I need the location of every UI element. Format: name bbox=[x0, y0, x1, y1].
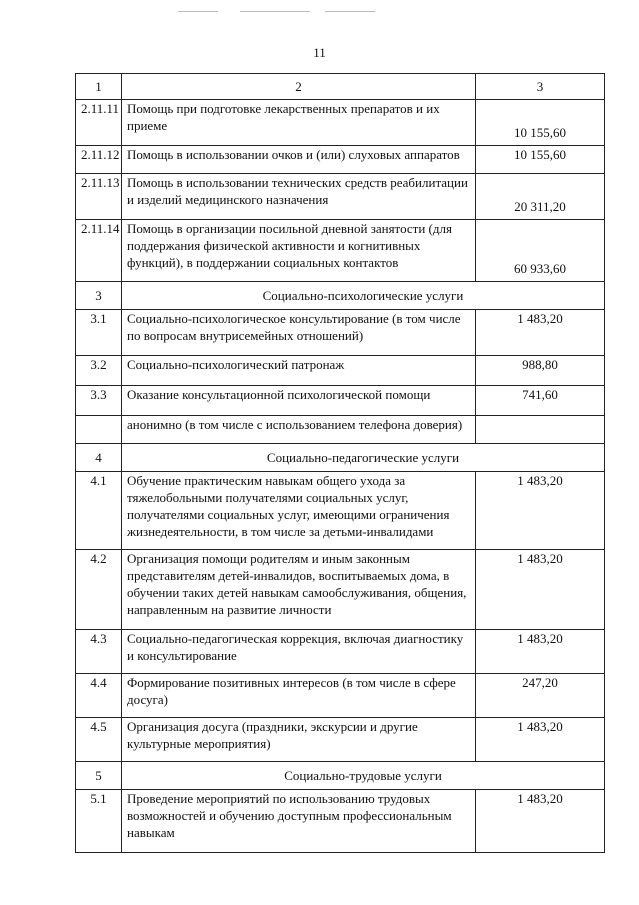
table-row bbox=[76, 310, 605, 356]
row-number: 2.11.13 bbox=[76, 174, 122, 220]
service-description: анонимно (в том числе с использованием телефона доверия) bbox=[122, 416, 476, 444]
table-header-row bbox=[76, 74, 605, 100]
table-row bbox=[76, 472, 605, 550]
row-number: 3.1 bbox=[76, 310, 122, 356]
table-row bbox=[76, 790, 605, 853]
service-price: 1 483,20 bbox=[476, 790, 605, 853]
row-number: 4.2 bbox=[76, 550, 122, 630]
service-price: 1 483,20 bbox=[476, 550, 605, 630]
row-number: 4.4 bbox=[76, 674, 122, 718]
table-row bbox=[76, 674, 605, 718]
row-number: 3.3 bbox=[76, 386, 122, 416]
section-title: Социально-трудовые услуги bbox=[122, 762, 605, 790]
service-description: Помощь в организации посильной дневной занятости (для поддержания физической активности и когнитивных функций), в поддержании социальных контактов bbox=[122, 220, 476, 282]
header-col-1: 1 bbox=[76, 74, 122, 100]
service-price: 988,80 bbox=[476, 356, 605, 386]
section-number: 3 bbox=[76, 282, 122, 310]
table-row bbox=[76, 100, 605, 146]
header-col-3: 3 bbox=[476, 74, 605, 100]
section-number: 4 bbox=[76, 444, 122, 472]
service-price: 1 483,20 bbox=[476, 718, 605, 762]
section-number: 5 bbox=[76, 762, 122, 790]
section-title: Социально-психологические услуги bbox=[122, 282, 605, 310]
table-row bbox=[76, 174, 605, 220]
header-col-2: 2 bbox=[122, 74, 476, 100]
table-row bbox=[76, 220, 605, 282]
page-number: 11 bbox=[313, 45, 326, 60]
table-row bbox=[76, 386, 605, 416]
table-row bbox=[76, 550, 605, 630]
service-price bbox=[476, 416, 605, 444]
table-row bbox=[76, 718, 605, 762]
service-description: Организация помощи родителям и иным законным представителям детей-инвалидов, воспитываемых дома, в обучении таких детей навыкам самообслуживания, общения, направленным на развитие личности bbox=[122, 550, 476, 630]
row-number: 4.5 bbox=[76, 718, 122, 762]
table-row bbox=[76, 416, 605, 444]
service-description: Социально-психологическое консультирование (в том числе по вопросам внутрисемейных отношений) bbox=[122, 310, 476, 356]
service-description: Формирование позитивных интересов (в том числе в сфере досуга) bbox=[122, 674, 476, 718]
section-row bbox=[76, 444, 605, 472]
row-number: 4.1 bbox=[76, 472, 122, 550]
service-description: Обучение практическим навыкам общего ухода за тяжелобольными получателями социальных услуг, получателями социальных услуг, имеющими ограничения жизнедеятельности, в том числе за детьми-инвалидами bbox=[122, 472, 476, 550]
service-price: 60 933,60 bbox=[476, 220, 605, 282]
row-number: 3.2 bbox=[76, 356, 122, 386]
section-row bbox=[76, 762, 605, 790]
row-number: 5.1 bbox=[76, 790, 122, 853]
services-table bbox=[75, 73, 605, 853]
service-description: Помощь в использовании очков и (или) слуховых аппаратов bbox=[122, 146, 476, 174]
section-row bbox=[76, 282, 605, 310]
table-row bbox=[76, 356, 605, 386]
service-price: 1 483,20 bbox=[476, 310, 605, 356]
service-description: Оказание консультационной психологической помощи bbox=[122, 386, 476, 416]
service-price: 247,20 bbox=[476, 674, 605, 718]
service-description: Помощь в использовании технических средств реабилитации и изделий медицинского назначения bbox=[122, 174, 476, 220]
row-number: 2.11.12 bbox=[76, 146, 122, 174]
service-description: Социально-психологический патронаж bbox=[122, 356, 476, 386]
scan-artifact bbox=[178, 11, 218, 12]
service-price: 10 155,60 bbox=[476, 100, 605, 146]
service-description: Организация досуга (праздники, экскурсии и другие культурные мероприятия) bbox=[122, 718, 476, 762]
service-price: 1 483,20 bbox=[476, 630, 605, 674]
service-price: 10 155,60 bbox=[476, 146, 605, 174]
service-description: Социально-педагогическая коррекция, включая диагностику и консультирование bbox=[122, 630, 476, 674]
service-description: Проведение мероприятий по использованию трудовых возможностей и обучению доступным профессиональным навыкам bbox=[122, 790, 476, 853]
table-row bbox=[76, 146, 605, 174]
row-number: 4.3 bbox=[76, 630, 122, 674]
row-number bbox=[76, 416, 122, 444]
service-description: Помощь при подготовке лекарственных препаратов и их приеме bbox=[122, 100, 476, 146]
row-number: 2.11.14 bbox=[76, 220, 122, 282]
row-number: 2.11.11 bbox=[76, 100, 122, 146]
service-price: 20 311,20 bbox=[476, 174, 605, 220]
scan-artifact bbox=[240, 11, 310, 12]
scan-artifact bbox=[325, 11, 375, 12]
service-price: 1 483,20 bbox=[476, 472, 605, 550]
table-row bbox=[76, 630, 605, 674]
service-price: 741,60 bbox=[476, 386, 605, 416]
section-title: Социально-педагогические услуги bbox=[122, 444, 605, 472]
